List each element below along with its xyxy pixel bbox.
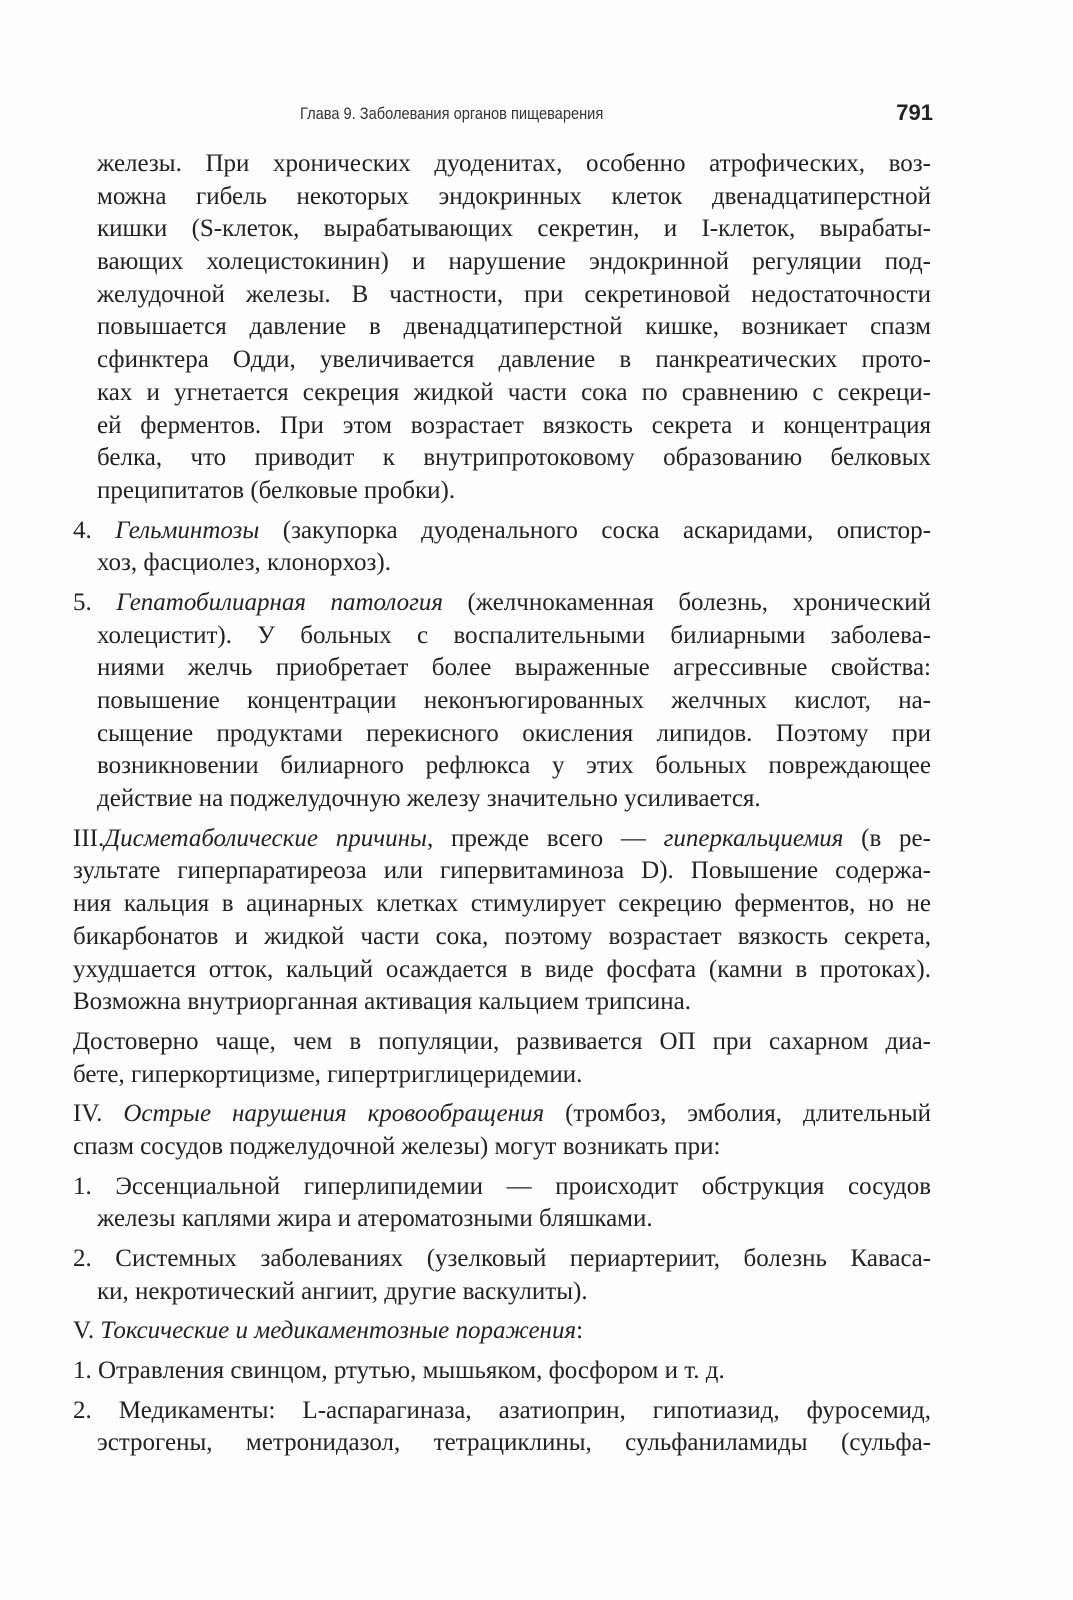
text-line: 2. Системных заболеваниях (узелковый периартериит, болезнь Кавасa- <box>73 1245 931 1272</box>
text-line: IV. Острые нарушения кровообращения (тромбоз, эмболия, длительный <box>73 1100 932 1128</box>
paragraph-continuation <box>73 148 931 508</box>
list-item <box>73 1355 931 1388</box>
text-line: можна гибель некоторых эндокринных клеток двенадцатиперстной <box>97 182 931 210</box>
text-line: холецистит). У больных с воспалительными билиарными заболева- <box>97 621 931 649</box>
item-term: Гепатобилиарная патология <box>116 588 443 616</box>
list-item <box>73 1243 931 1308</box>
list-number: 2. <box>73 1245 92 1272</box>
section-dysmetabolic <box>73 823 931 1019</box>
text-line: 1. Отравления свинцом, ртутью, мышьяком, фосфором и т. д. <box>73 1357 725 1385</box>
list-item-helminthiasis <box>73 515 931 580</box>
text-line: ей ферментов. При этом возрастает вязкость секрета и концентрация <box>97 411 931 439</box>
text-line: сыщение продуктами перекисного окисления липидов. Поэтому при <box>97 719 931 747</box>
text-line: железы каплями жира и атероматозными бляшками. <box>97 1205 653 1233</box>
list-item-hepatobiliary <box>73 587 931 816</box>
section-number: V. <box>73 1317 95 1345</box>
paragraph-comorbidities <box>73 1026 931 1091</box>
text-line: Возможна внутриорганная активация кальцием трипсина. <box>73 988 692 1016</box>
section-term-2: гиперкальциемия <box>663 824 844 852</box>
page-body <box>73 148 931 1460</box>
text-line: повышается давление в двенадцатиперстной кишке, возникает спазм <box>97 313 931 341</box>
section-toxic <box>73 1315 931 1348</box>
text-line: зультате гиперпаратиреоза или гипервитаминоза D). Повышение содержа- <box>73 857 931 885</box>
list-item <box>73 1171 931 1236</box>
list-item <box>73 1395 931 1460</box>
running-head <box>0 100 1073 130</box>
page-number: 791 <box>896 100 933 125</box>
text-line: хоз, фасциолез, клонорхоз). <box>97 549 391 577</box>
text-line: ках и угнетается секреция жидкой части сока по сравнению с секреци- <box>97 378 931 406</box>
running-title: Глава 9. Заболевания органов пищеварения <box>300 104 604 123</box>
section-number: III. <box>73 824 105 852</box>
text-line: ухудшается отток, кальций осаждается в виде фосфата (камни в протоках). <box>73 955 931 983</box>
text-line: 5. Гепатобилиарная патология (желчнокаменная болезнь, хронический <box>73 588 932 616</box>
list-number: 1. <box>73 1357 92 1385</box>
text-line: действие на поджелудочную железу значительно усиливается. <box>97 785 761 813</box>
text-line: 1. Эссенциальной гиперлипидемии — происходит обструкция сосудов <box>73 1172 931 1200</box>
text-line: желудочной железы. В частности, при секретиновой недостаточности <box>97 280 931 308</box>
text-line: повышение концентрации неконъюгированных желчных кислот, на- <box>97 687 931 714</box>
text-line: вающих холецистокинин) и нарушение эндокринной регуляции под- <box>97 248 931 276</box>
text-line: 2. Медикаменты: L-аспарагиназа, азатиоприн, гипотиазид, фуросемид, <box>73 1396 931 1424</box>
text-line: V. Токсические и медикаментозные поражения: <box>73 1317 584 1345</box>
section-term: Токсические и медикаментозные поражения <box>100 1317 577 1345</box>
text-line: спазм сосудов поджелудочной железы) могут возникать при: <box>73 1132 721 1160</box>
list-number: 1. <box>73 1172 92 1200</box>
item-term: Гельминтозы <box>115 516 260 544</box>
section-term: Дисметаболические причины <box>104 824 427 852</box>
text-line: преципитатов (белковые пробки). <box>97 476 456 504</box>
text-line: возникновении билиарного рефлюкса у этих больных повреждающее <box>97 752 931 780</box>
text-line: эстрогены, метронидазол, тетрациклины, сульфаниламиды (сульфа- <box>97 1429 931 1457</box>
section-number: IV. <box>73 1100 103 1128</box>
section-circulation <box>73 1098 931 1163</box>
text-line: белка, что приводит к внутрипротоковому образованию белковых <box>97 444 931 472</box>
text-line: сфинктера Одди, увеличивается давление в панкреатических прото- <box>97 346 931 374</box>
text-line: ки, некротический ангиит, другие васкулиты). <box>97 1277 588 1305</box>
text-line: железы. При хронических дуоденитах, особенно атрофических, воз- <box>97 150 931 177</box>
list-number: 2. <box>73 1396 92 1424</box>
text-line: Достоверно чаще, чем в популяции, развивается ОП при сахарном диа- <box>73 1027 931 1055</box>
text-line: ниями желчь приобретает более выраженные агрессивные свойства: <box>97 654 931 682</box>
list-number: 5. <box>73 588 92 616</box>
text-line: бикарбонатов и жидкой части сока, поэтому возрастает вязкость секрета, <box>73 922 931 950</box>
text-line: 4. Гельминтозы (закупорка дуоденального соска аскаридами, опистор- <box>73 516 931 544</box>
text-line: III.Дисметаболические причины, прежде всего — гиперкальциемия (в ре- <box>73 824 931 852</box>
section-term: Острые нарушения кровообращения <box>123 1100 545 1128</box>
text-line: бете, гиперкортицизме, гипертриглицеридемии. <box>73 1060 583 1088</box>
text-line: кишки (S-клеток, вырабатывающих секретин, и I-клеток, вырабаты- <box>97 215 931 243</box>
text-line: ния кальция в ацинарных клетках стимулирует секрецию ферментов, но не <box>73 890 931 918</box>
list-number: 4. <box>73 516 92 544</box>
